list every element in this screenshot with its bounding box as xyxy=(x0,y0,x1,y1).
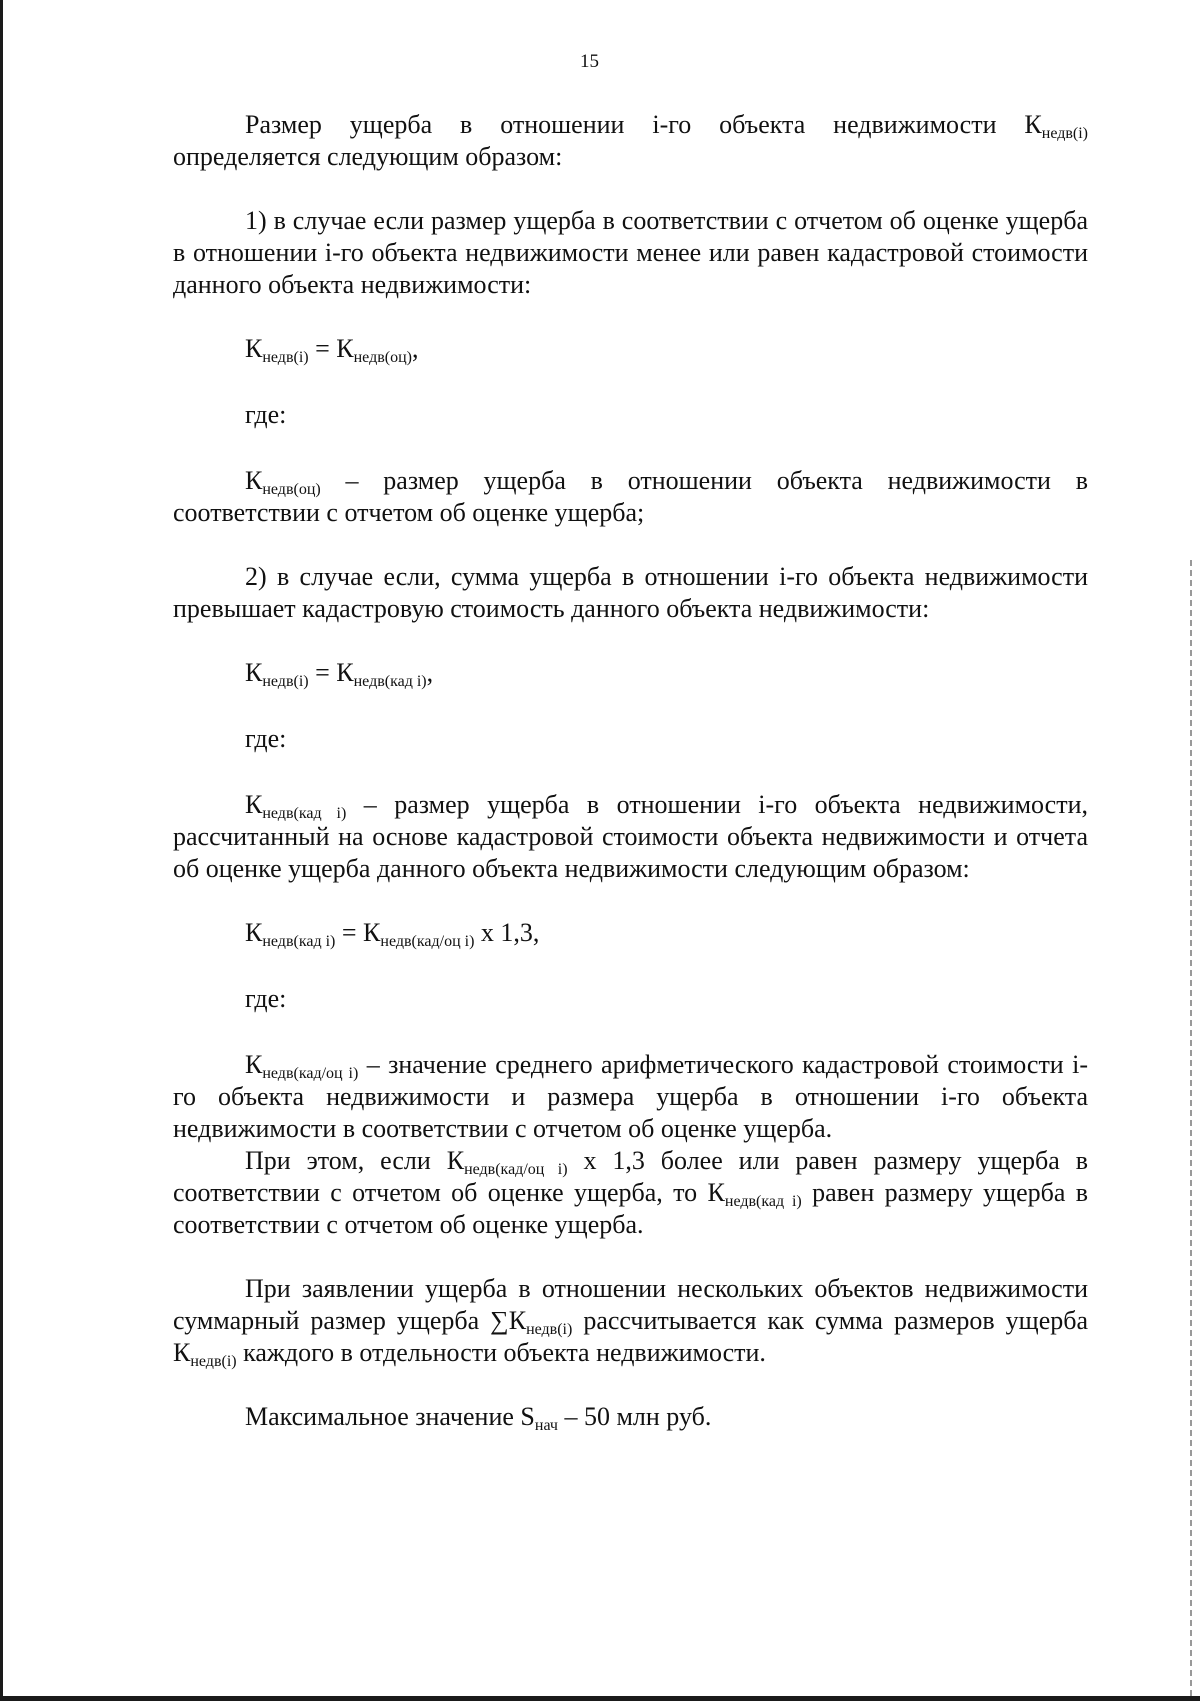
definition-1: $К_{недв(оц)}$ – размер ущерба в отношении объекта недвижимости в соответствии с отчетом об оценке ущерба; xyxy=(173,466,1088,527)
scan-edge-right xyxy=(1190,560,1192,1696)
intro-paragraph: Размер ущерба в отношении i-го объекта недвижимости $К_{недв(i)}$ определяется следующим образом: xyxy=(173,110,1088,171)
formula-3: $К_{недв(кад i)} = К_{недв(кад/оц i)}$ х 1,3, xyxy=(245,918,540,950)
condition-paragraph: При этом, если $К_{недв(кад/оц i)}$ х 1,3 более или равен размеру ущерба в соответствии с отчетом об оценке ущерба, то $К_{недв(кад i)}$ равен размеру ущерба в соответствии с отчетом об оценке ущерба. xyxy=(173,1146,1089,1239)
max-value-paragraph: Максимальное значение $S_{нач} - 50$ млн руб. xyxy=(245,1402,712,1434)
sum-paragraph: При заявлении ущерба в отношении нескольких объектов недвижимости суммарный размер ущерба $\sum К_{недв(i)}$ рассчитывается как сумма размеров ущерба $К_{недв(i)}$ каждого в отдельности объекта недвижимости. xyxy=(173,1274,1088,1370)
definition-2: $К_{недв(кад i)}$ – размер ущерба в отношении i-го объекта недвижимости, рассчитанный на основе кадастровой стоимости объекта недвижимости и отчета об оценке ущерба данного объекта недвижимости следующим образом: xyxy=(173,790,1089,883)
scan-edge-left xyxy=(0,0,3,1701)
case-2-paragraph: 2) в случае если, сумма ущерба в отношении i-го объекта недвижимости превышает кадастровую стоимость данного объекта недвижимости: xyxy=(173,562,1088,623)
scan-edge-bottom xyxy=(0,1696,1200,1701)
where-label-2: где: xyxy=(245,724,287,753)
formula-1: $К_{недв(i)} = К_{недв(оц)}$, xyxy=(245,334,419,366)
page-number: 15 xyxy=(580,51,599,72)
document-body xyxy=(173,109,1088,1433)
case-1-paragraph: 1) в случае если размер ущерба в соответствии с отчетом об оценке ущерба в отношении i-го объекта недвижимости менее или равен кадастровой стоимости данного объекта недвижимости: xyxy=(173,206,1088,299)
where-label-3: где: xyxy=(245,984,287,1013)
formula-2: $К_{недв(i)} = К_{недв(кад i)}$, xyxy=(245,658,434,690)
definition-3: $К_{недв(кад/оц i)}$ – значение среднего арифметического кадастровой стоимости i-го объекта недвижимости и размера ущерба в отношении i-го объекта недвижимости в соответствии с отчетом об оценке ущерба. xyxy=(173,1050,1089,1143)
where-label-1: где: xyxy=(245,400,287,429)
